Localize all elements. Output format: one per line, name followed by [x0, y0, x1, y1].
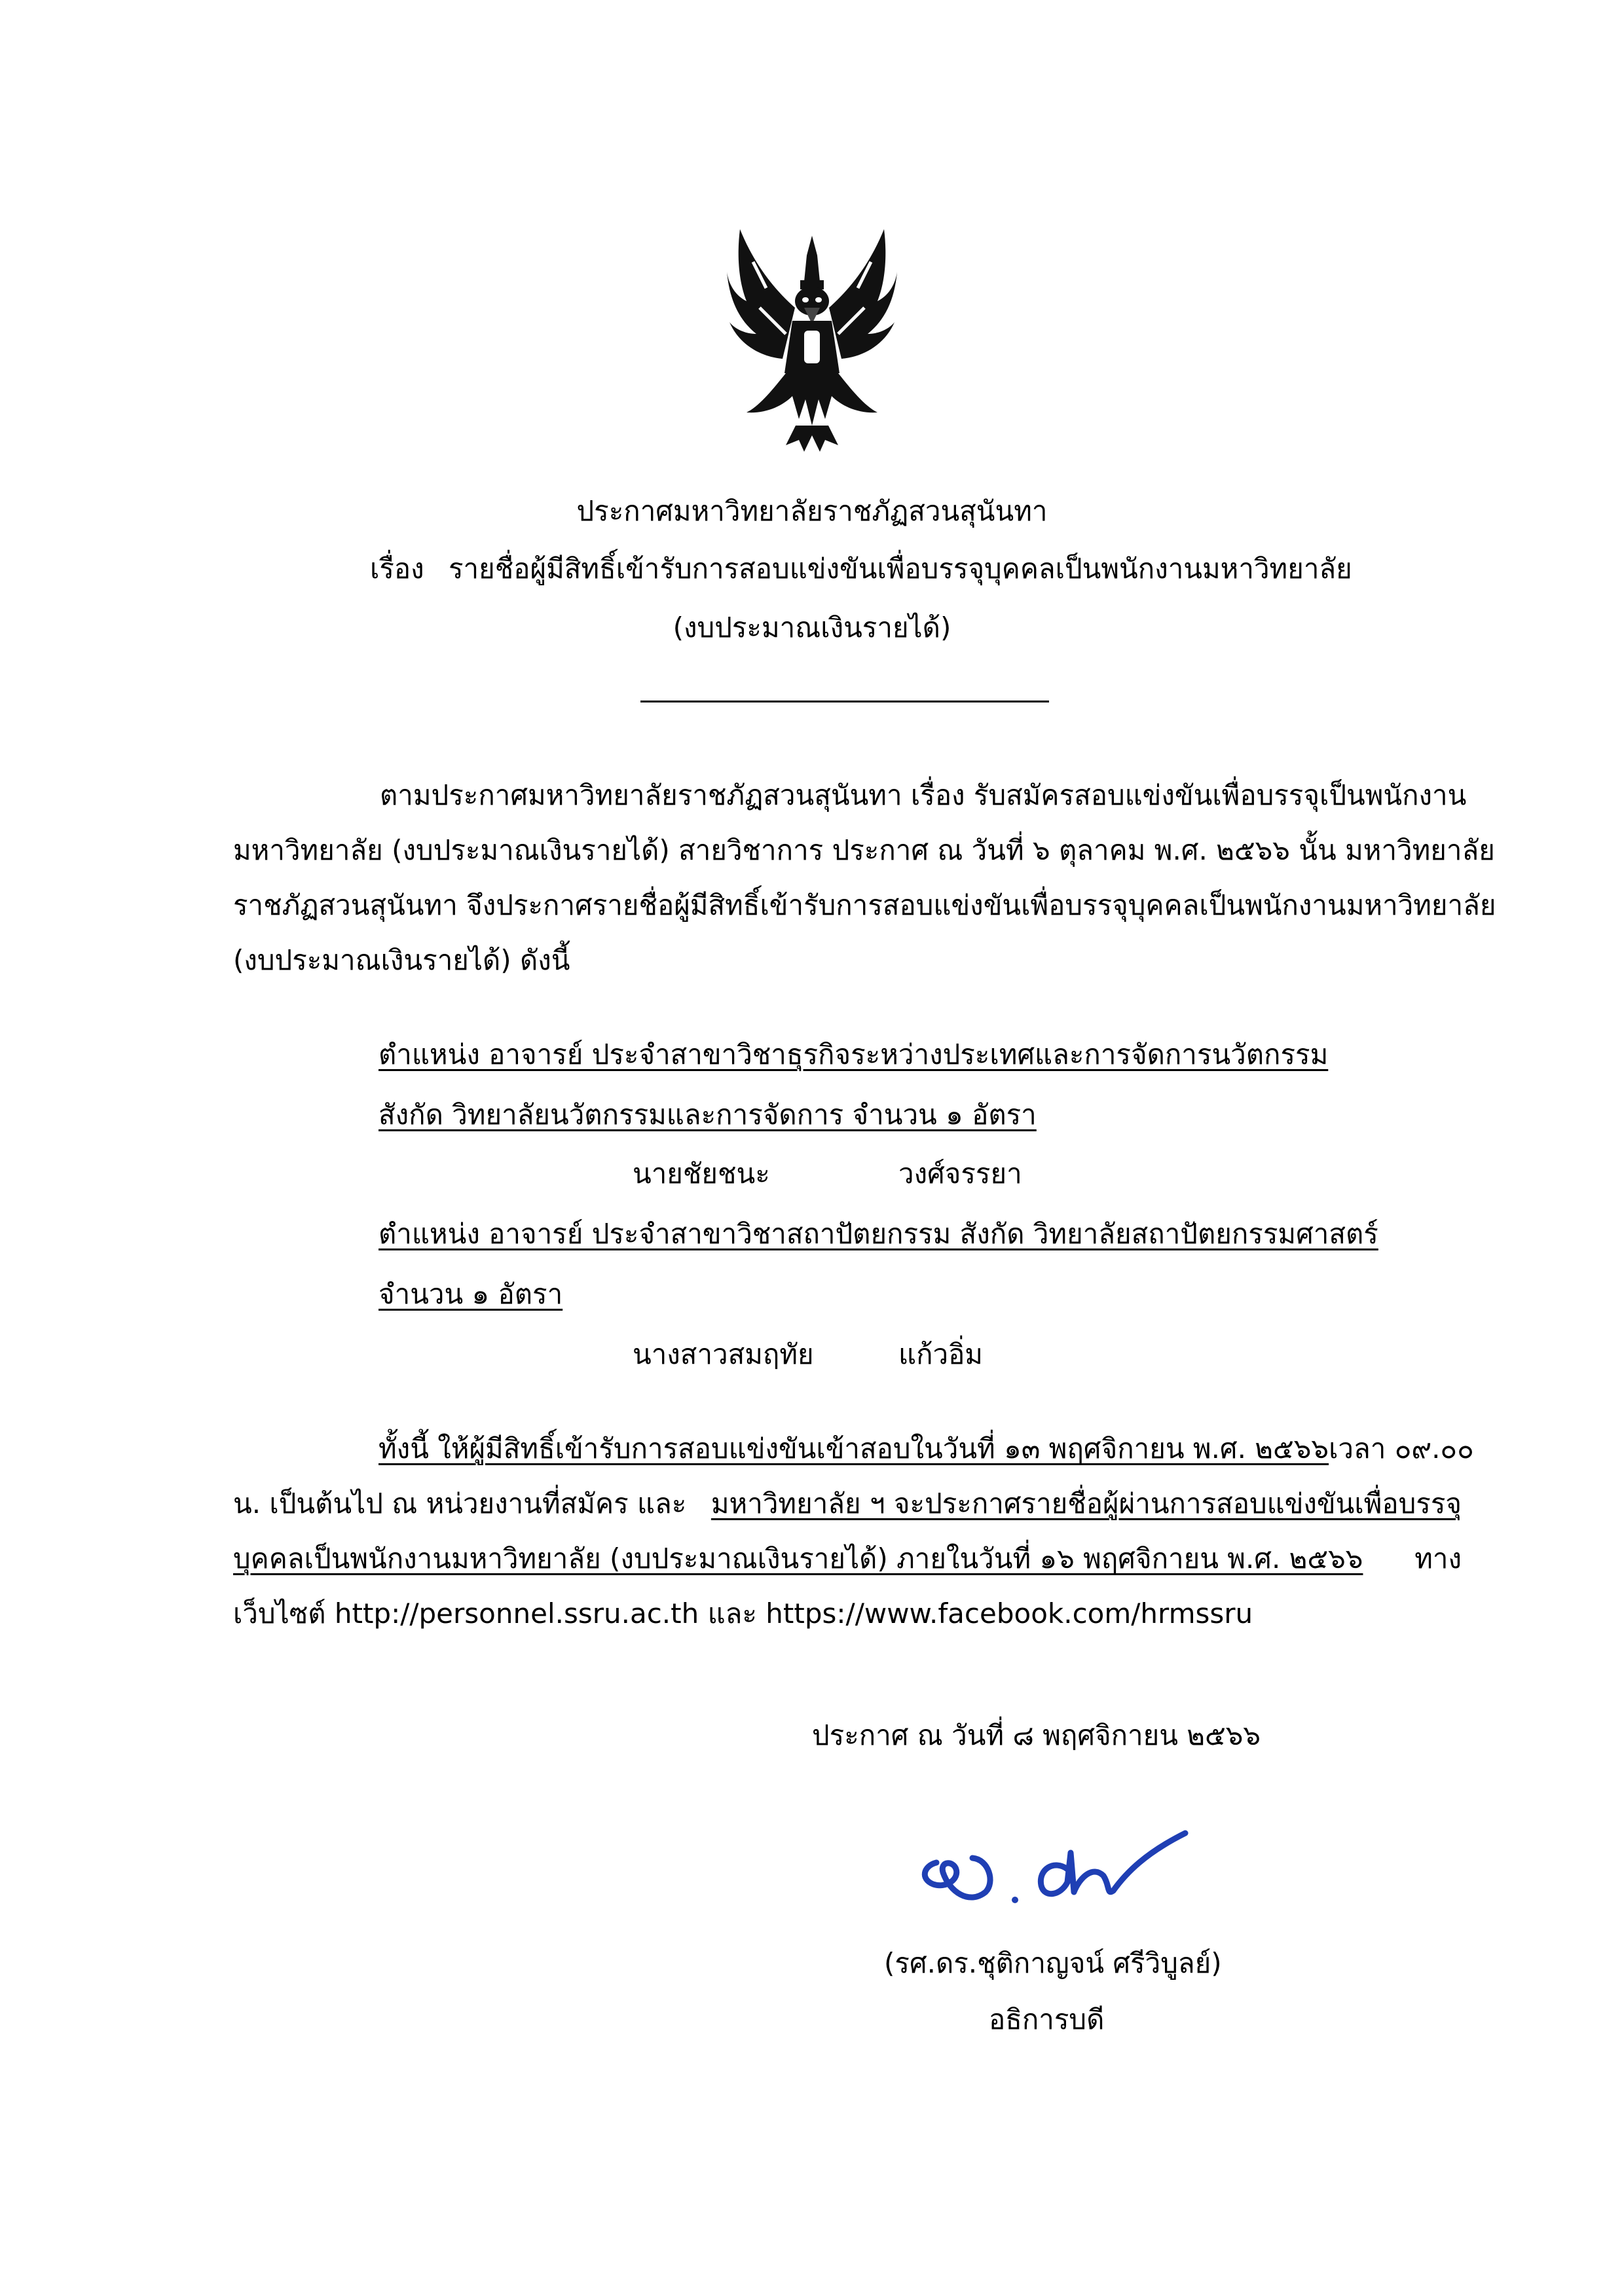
position-1-first-name: นายชัยชนะ — [633, 1157, 770, 1190]
announcement-title: ประกาศมหาวิทยาลัยราชภัฏสวนสุนันทา — [576, 495, 1048, 527]
signatory-title: อธิการบดี — [989, 2003, 1105, 2035]
notice-line-2-plain: น. เป็นต้นไป ณ หน่วยงานที่สมัคร และ — [233, 1487, 687, 1520]
intro-line-4: (งบประมาณเงินรายได้) ดังนี้ — [233, 944, 570, 976]
signatory-name: (รศ.ดร.ชุติกาญจน์ ศรีวิบูลย์) — [884, 1947, 1222, 1979]
header-divider — [640, 701, 1049, 702]
intro-line-1: ตามประกาศมหาวิทยาลัยราชภัฏสวนสุนันทา เรื่อง รับสมัครสอบแข่งขันเพื่อบรรจุเป็นพนักงาน — [380, 779, 1467, 811]
position-1-line-1: ตำแหน่ง อาจารย์ ประจำสาขาวิชาธุรกิจระหว่างประเทศและการจัดการนวัตกรรม — [378, 1038, 1329, 1070]
announce-date: ประกาศ ณ วันที่ ๘ พฤศจิกายน ๒๕๖๖ — [812, 1719, 1261, 1751]
notice-line-1-underlined: ทั้งนี้ ให้ผู้มีสิทธิ์เข้ารับการสอบแข่งขันเข้าสอบในวันที่ ๑๓ พฤศจิกายน พ.ศ. ๒๕๖๖ — [378, 1432, 1329, 1465]
notice-line-3-rest: ทาง — [1414, 1542, 1462, 1575]
notice-line-3-underlined: บุคคลเป็นพนักงานมหาวิทยาลัย (งบประมาณเงินรายได้) ภายในวันที่ ๑๖ พฤศจิกายน พ.ศ. ๒๕๖๖ — [233, 1542, 1363, 1575]
notice-line-1 — [378, 1430, 1474, 1468]
position-2-line-1: ตำแหน่ง อาจารย์ ประจำสาขาวิชาสถาปัตยกรรม สังกัด วิทยาลัยสถาปัตยกรรมศาสตร์ — [378, 1218, 1378, 1250]
intro-line-2: มหาวิทยาลัย (งบประมาณเงินรายได้) สายวิชาการ ประกาศ ณ วันที่ ๖ ตุลาคม พ.ศ. ๒๕๖๖ นั้น มหาวิทยาลัย — [233, 834, 1495, 866]
notice-line-1-rest: เวลา ๐๙.๐๐ — [1329, 1432, 1474, 1465]
subject-text: รายชื่อผู้มีสิทธิ์เข้ารับการสอบแข่งขันเพื่อบรรจุบุคคลเป็นพนักงานมหาวิทยาลัย — [449, 553, 1352, 585]
notice-line-3 — [233, 1540, 1462, 1578]
budget-note: (งบประมาณเงินรายได้) — [673, 611, 951, 644]
intro-line-3: ราชภัฏสวนสุนันทา จึงประกาศรายชื่อผู้มีสิทธิ์เข้ารับการสอบแข่งขันเพื่อบรรจุบุคคลเป็นพนักงานมหาวิทยาลัย — [233, 889, 1496, 921]
garuda-emblem-icon — [727, 210, 897, 458]
notice-line-4: เว็บไซต์ http://personnel.ssru.ac.th และ https://www.facebook.com/hrmssru — [233, 1597, 1253, 1630]
position-2-line-2: จำนวน ๑ อัตรา — [378, 1278, 563, 1310]
signature-icon — [910, 1813, 1198, 1925]
notice-line-2-underlined: มหาวิทยาลัย ฯ จะประกาศรายชื่อผู้ผ่านการสอบแข่งขันเพื่อบรรจุ — [710, 1487, 1462, 1520]
position-2-last-name: แก้วอิ่ม — [898, 1338, 983, 1370]
notice-line-2 — [233, 1485, 1462, 1523]
position-2-first-name: นางสาวสมฤทัย — [633, 1338, 814, 1370]
position-1-last-name: วงศ์จรรยา — [898, 1157, 1022, 1190]
subject-label: เรื่อง — [370, 553, 424, 585]
position-1-line-2: สังกัด วิทยาลัยนวัตกรรมและการจัดการ จำนวน ๑ อัตรา — [378, 1099, 1037, 1131]
